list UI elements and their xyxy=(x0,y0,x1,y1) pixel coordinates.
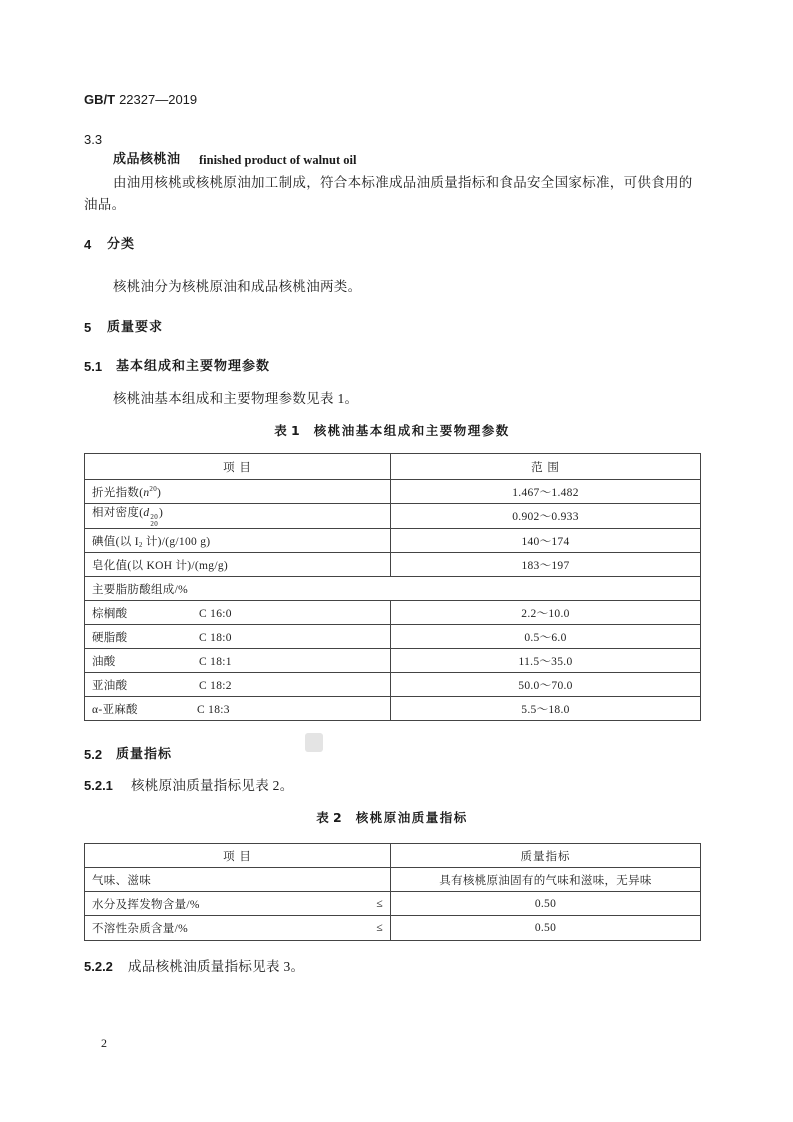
subscript: 2 xyxy=(138,540,143,549)
fatty-acid-name: 棕榈酸 xyxy=(92,607,128,620)
section-5-2-2-text: 成品核桃油质量指标见表 3。 xyxy=(128,959,305,974)
table-2-caption xyxy=(84,809,700,827)
section-5-1-number: 5.1 xyxy=(84,359,103,374)
definition-line-1: 由油用核桃或核桃原油加工制成，符合本标准成品油质量指标和食品安全国家标准，可供食用的 xyxy=(113,175,693,190)
fatty-acid-label xyxy=(85,697,391,721)
fatty-acid-label xyxy=(85,601,391,625)
fatty-acid-name: 油酸 xyxy=(92,655,116,668)
fatty-acid-range: 5.5～18.0 xyxy=(391,697,701,721)
section-4-title: 分类 xyxy=(107,237,136,252)
label-post: ) xyxy=(157,486,162,499)
refractive-index-range: 1.467～1.482 xyxy=(391,480,701,504)
label-pre: 折光指数( xyxy=(92,486,144,499)
iodine-value-range: 140～174 xyxy=(391,529,701,553)
table-row-fatty-acid xyxy=(85,601,701,625)
symbol-d: d xyxy=(143,507,150,519)
section-4-text: 核桃油分为核桃原油和成品核桃油两类。 xyxy=(113,279,362,294)
clause-3-3-number: 3.3 xyxy=(84,132,103,147)
row-item-cell xyxy=(85,892,391,916)
fatty-acid-label xyxy=(85,625,391,649)
table-row-saponification-value xyxy=(85,553,701,577)
table-row-relative-density xyxy=(85,504,701,529)
section-5-2-2-number: 5.2.2 xyxy=(84,959,113,974)
saponification-value-range: 183～197 xyxy=(391,553,701,577)
table-row-fatty-acid xyxy=(85,673,701,697)
table-row-iodine-value xyxy=(85,529,701,553)
saponification-value-label: 皂化值(以 KOH 计)/(mg/g) xyxy=(85,553,391,577)
fatty-acid-label xyxy=(85,673,391,697)
label-pre: 碘值(以 I xyxy=(92,535,139,548)
header-range: 范 围 xyxy=(391,454,701,480)
table-row-refractive-index xyxy=(85,480,701,504)
section-5-2-title: 质量指标 xyxy=(116,747,173,762)
table-1 xyxy=(84,453,701,721)
page-number: 2 xyxy=(101,1036,107,1050)
header-item: 项 目 xyxy=(85,454,391,480)
table-2 xyxy=(84,843,701,941)
fatty-acid-label xyxy=(85,649,391,673)
row-item-wrap xyxy=(92,920,383,936)
fatty-acid-name: α-亚麻酸 xyxy=(92,703,138,716)
table-row-fatty-acid xyxy=(85,697,701,721)
table-1-caption-title: 核桃油基本组成和主要物理参数 xyxy=(313,423,510,438)
definition-line-2: 油品。 xyxy=(84,197,126,212)
row-item: 气味、滋味 xyxy=(85,868,391,892)
row-item-wrap xyxy=(92,896,383,912)
fatty-acid-name: 硬脂酸 xyxy=(92,631,128,644)
label-post: ) xyxy=(159,507,164,519)
table-1-caption xyxy=(84,422,700,440)
row-value: 0.50 xyxy=(391,916,701,941)
table-2-caption-number: 表 2 xyxy=(316,810,342,825)
header-item: 项 目 xyxy=(85,844,391,868)
fatty-acid-group-label: 主要脂肪酸组成/% xyxy=(85,577,701,601)
fatty-acid-formula: C 18:1 xyxy=(199,655,232,668)
table-1-header-row xyxy=(85,454,701,480)
row-item: 不溶性杂质含量/% xyxy=(92,923,188,935)
section-5-1-title: 基本组成和主要物理参数 xyxy=(116,359,271,374)
term-zh: 成品核桃油 xyxy=(113,152,181,167)
fatty-acid-range: 50.0～70.0 xyxy=(391,673,701,697)
fatty-acid-range: 2.2～10.0 xyxy=(391,601,701,625)
fatty-acid-formula: C 16:0 xyxy=(199,607,232,620)
table-2-header-row xyxy=(85,844,701,868)
table-2-caption-title: 核桃原油质量指标 xyxy=(355,810,468,825)
fatty-acid-range: 11.5～35.0 xyxy=(391,649,701,673)
label-post: 计)/(g/100 g) xyxy=(142,535,211,548)
fatty-acid-name: 亚油酸 xyxy=(92,679,128,692)
superscript: 20 xyxy=(149,484,158,493)
relative-density-label xyxy=(85,504,391,529)
header-quality-index: 质量指标 xyxy=(391,844,701,868)
table-row xyxy=(85,892,701,916)
table-1-caption-number: 表 1 xyxy=(274,423,300,438)
label-pre: 相对密度( xyxy=(92,507,144,519)
term-en: finished product of walnut oil xyxy=(199,153,357,167)
section-5-1-text: 核桃油基本组成和主要物理参数见表 1。 xyxy=(113,391,359,406)
table-row-fatty-acid xyxy=(85,625,701,649)
table-row xyxy=(85,916,701,941)
fatty-acid-formula: C 18:2 xyxy=(199,679,232,692)
section-5-title: 质量要求 xyxy=(107,320,164,335)
fatty-acid-range: 0.5～6.0 xyxy=(391,625,701,649)
stacked-scripts xyxy=(150,514,158,528)
row-value: 0.50 xyxy=(391,892,701,916)
subscript: 20 xyxy=(150,520,159,528)
limit-symbol: ≤ xyxy=(376,922,383,934)
fatty-acid-formula: C 18:0 xyxy=(199,631,232,644)
section-4-number: 4 xyxy=(84,237,92,252)
symbol-n: n xyxy=(143,486,150,499)
gray-square-mark xyxy=(305,733,323,752)
relative-density-range: 0.902～0.933 xyxy=(391,504,701,529)
section-5-2-1-number: 5.2.1 xyxy=(84,778,113,793)
section-5-number: 5 xyxy=(84,320,92,335)
refractive-index-label xyxy=(85,480,391,504)
standard-code xyxy=(84,91,197,109)
standard-number: 22327—2019 xyxy=(119,92,198,107)
section-5-2-1-text: 核桃原油质量指标见表 2。 xyxy=(131,778,294,793)
limit-symbol: ≤ xyxy=(376,897,383,910)
row-item-cell xyxy=(85,916,391,941)
superscript: 20 xyxy=(150,513,159,521)
table-row-fatty-acid-group xyxy=(85,577,701,601)
section-5-2-number: 5.2 xyxy=(84,747,103,762)
fatty-acid-formula: C 18:3 xyxy=(197,703,230,716)
table-row xyxy=(85,868,701,892)
row-item: 水分及挥发物含量/% xyxy=(92,898,200,911)
iodine-value-label xyxy=(85,529,391,553)
table-row-fatty-acid xyxy=(85,649,701,673)
standard-prefix: GB/T xyxy=(84,92,116,107)
row-value: 具有核桃原油固有的气味和滋味，无异味 xyxy=(391,868,701,892)
